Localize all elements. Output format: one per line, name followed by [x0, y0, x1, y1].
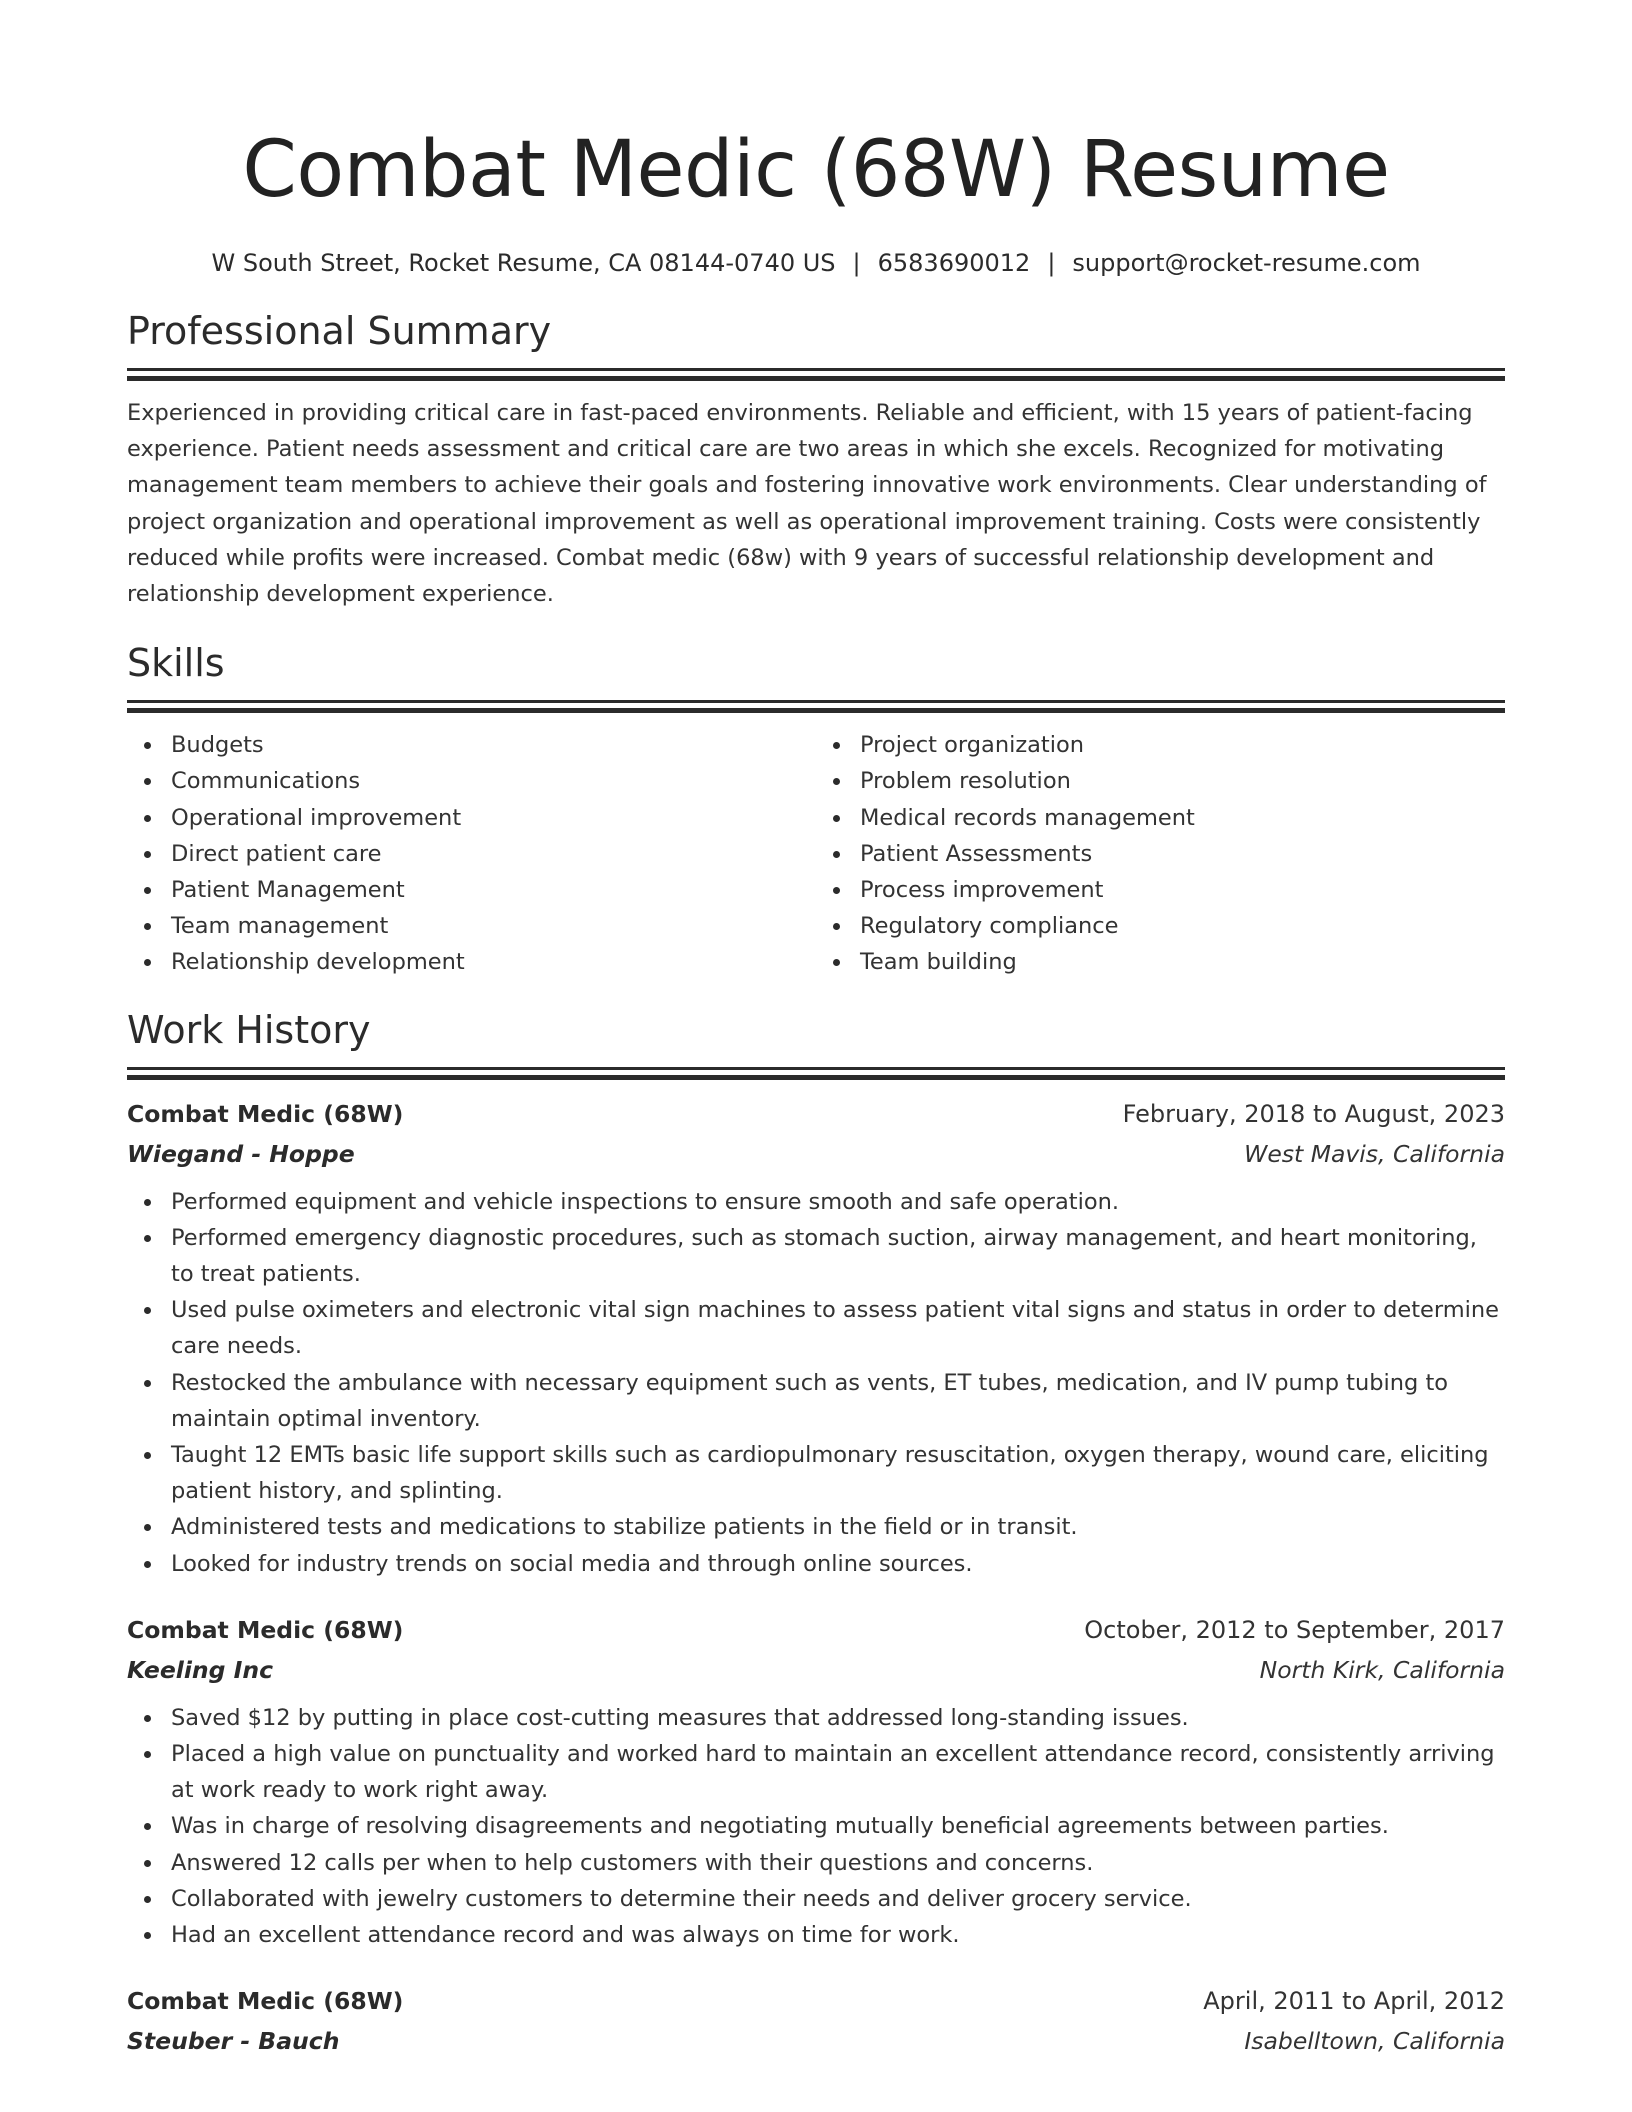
skill-item: Patient Assessments: [860, 836, 1505, 872]
skill-item: Problem resolution: [860, 763, 1505, 799]
skills-list-right: [816, 727, 1505, 980]
section-divider: [127, 376, 1505, 381]
skill-item: Patient Management: [171, 872, 816, 908]
job-entry: [127, 1610, 1505, 1953]
skill-item: Operational improvement: [171, 800, 816, 836]
duty-item: Answered 12 calls per when to help customers with their questions and concerns.: [171, 1845, 1505, 1881]
duty-item: Performed emergency diagnostic procedures, such as stomach suction, airway management, and heart monitoring, to treat patients.: [171, 1220, 1505, 1292]
skill-item: Communications: [171, 763, 816, 799]
job-location: West Mavis, California: [1244, 1139, 1505, 1168]
job-title: Combat Medic (68W): [127, 1615, 404, 1644]
duty-item: Administered tests and medications to stabilize patients in the field or in transit.: [171, 1509, 1505, 1545]
resume-title: Combat Medic (68W) Resume: [242, 125, 1390, 215]
work-history-section: [127, 1005, 1505, 2062]
duty-item: Restocked the ambulance with necessary equipment such as vents, ET tubes, medication, and IV pump tubing to maintain optimal inventory.: [171, 1365, 1505, 1437]
skill-item: Relationship development: [171, 944, 816, 980]
duty-item: Collaborated with jewelry customers to determine their needs and deliver grocery service.: [171, 1881, 1505, 1917]
job-location: North Kirk, California: [1259, 1655, 1505, 1684]
job-company: Steuber - Bauch: [127, 2027, 340, 2056]
skill-item: Team building: [860, 944, 1505, 980]
job-subheader: [127, 1650, 1505, 1690]
section-divider: [127, 368, 1505, 371]
job-header: [127, 1981, 1505, 2021]
skill-item: Budgets: [171, 727, 816, 763]
skill-item: Team management: [171, 908, 816, 944]
duty-item: Looked for industry trends on social media and through online sources.: [171, 1546, 1505, 1582]
job-dates: February, 2018 to August, 2023: [1122, 1099, 1505, 1128]
job-header: [127, 1094, 1505, 1134]
duty-item: Had an excellent attendance record and was always on time for work.: [171, 1917, 1505, 1953]
job-header: [127, 1610, 1505, 1650]
work-history-heading: Work History: [127, 1007, 371, 1052]
duty-item: Taught 12 EMTs basic life support skills such as cardiopulmonary resuscitation, oxygen therapy, wound care, eliciting patient history, and splinting.: [171, 1437, 1505, 1509]
skill-item: Process improvement: [860, 872, 1505, 908]
duty-item: Performed equipment and vehicle inspections to ensure smooth and safe operation.: [171, 1184, 1505, 1220]
skill-item: Project organization: [860, 727, 1505, 763]
duty-item: Used pulse oximeters and electronic vital sign machines to assess patient vital signs and status in order to determine care needs.: [171, 1292, 1505, 1364]
contact-separator: |: [852, 249, 861, 277]
contact-line: [127, 246, 1505, 280]
job-company: Wiegand - Hoppe: [127, 1139, 355, 1168]
job-entry: [127, 1981, 1505, 2061]
skill-item: Medical records management: [860, 800, 1505, 836]
job-dates: April, 2011 to April, 2012: [1203, 1987, 1505, 2016]
summary-text: Experienced in providing critical care in fast-paced environments. Reliable and efficient, with 15 years of patient-facing experience. Patient needs assessment and critical care are two areas in which she excels. Recognized for motivating management team members to achieve their goals and fostering innovative work environments. Clear understanding of project organization and operational improvement as well as operational improvement training. Costs were consistently reduced while profits were increased. Combat medic (68w) with 9 years of successful relationship development and relationship development experience.: [127, 400, 1487, 608]
skill-item: Direct patient care: [171, 836, 816, 872]
duty-item: Was in charge of resolving disagreements and negotiating mutually beneficial agreements between parties.: [171, 1808, 1505, 1844]
duty-item: Saved $12 by putting in place cost-cutting measures that addressed long-standing issues.: [171, 1700, 1505, 1736]
skills-section: [127, 638, 1505, 980]
job-entry: [127, 1094, 1505, 1582]
job-location: Isabelltown, California: [1244, 2027, 1505, 2056]
job-dates: October, 2012 to September, 2017: [1084, 1615, 1505, 1644]
section-divider: [127, 708, 1505, 713]
skills-columns: [127, 727, 1505, 980]
job-duties: [127, 1700, 1505, 1953]
job-subheader: [127, 1134, 1505, 1174]
contact-address: W South Street, Rocket Resume, CA 08144-0740 US: [211, 249, 836, 277]
section-divider: [127, 1075, 1505, 1080]
job-duties: [127, 1184, 1505, 1582]
job-company: Keeling Inc: [127, 1655, 274, 1684]
skill-item: Regulatory compliance: [860, 908, 1505, 944]
section-divider: [127, 700, 1505, 703]
job-title: Combat Medic (68W): [127, 1987, 404, 2016]
section-divider: [127, 1067, 1505, 1070]
duty-item: Placed a high value on punctuality and worked hard to maintain an excellent attendance record, consistently arriving at work ready to work right away.: [171, 1736, 1505, 1808]
summary-section: [127, 306, 1505, 612]
contact-separator: |: [1047, 249, 1056, 277]
contact-email: support@rocket-resume.com: [1072, 249, 1421, 277]
summary-heading: Professional Summary: [127, 309, 552, 353]
job-subheader: [127, 2021, 1505, 2061]
skills-list-left: [127, 727, 816, 980]
job-title: Combat Medic (68W): [127, 1099, 404, 1128]
skills-heading: Skills: [127, 641, 225, 686]
contact-phone: 6583690012: [877, 249, 1031, 277]
